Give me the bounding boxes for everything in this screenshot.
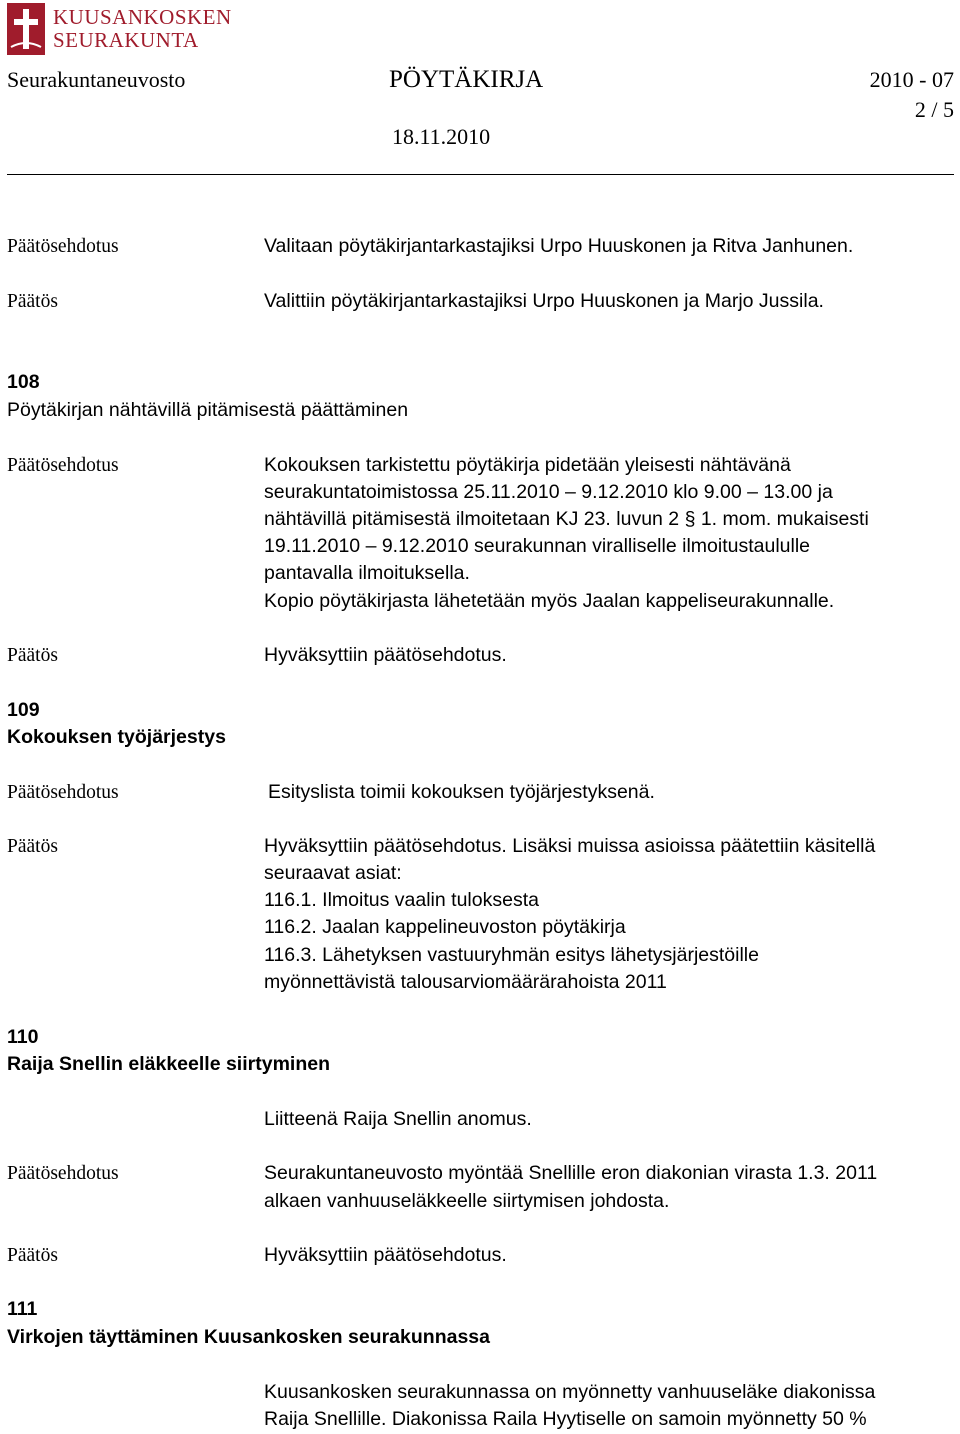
section-110-title: Raija Snellin eläkkeelle siirtyminen <box>7 1053 330 1075</box>
section-110-proposal-line: alkaen vanhuuseläkkeelle siirtymisen johdosta. <box>264 1190 670 1212</box>
section-109-decision-line: 116.2. Jaalan kappelineuvoston pöytäkirja <box>264 916 626 938</box>
section-108-decision-label: Päätös <box>7 645 58 666</box>
section-108-proposal-line: pantavalla ilmoituksella. <box>264 562 470 584</box>
header-divider <box>7 174 954 175</box>
section-110-attachment: Liitteenä Raija Snellin anomus. <box>264 1108 532 1130</box>
body-name: Seurakuntaneuvosto <box>7 67 186 92</box>
section-111-number: 111 <box>7 1298 38 1320</box>
decision-label: Päätös <box>7 291 58 312</box>
section-109-proposal-label: Päätösehdotus <box>7 782 119 803</box>
section-108-title: Pöytäkirjan nähtävillä pitämisestä päättäminen <box>7 399 409 421</box>
section-108-decision-text: Hyväksyttiin päätösehdotus. <box>264 644 507 666</box>
section-109-decision-line: myönnettävistä talousarviomäärärahoista 2011 <box>264 971 667 993</box>
section-110-decision-text: Hyväksyttiin päätösehdotus. <box>264 1244 507 1266</box>
section-110-number: 110 <box>7 1026 39 1048</box>
section-109-proposal-text: Esityslista toimii kokouksen työjärjestyksenä. <box>268 781 655 803</box>
section-108-proposal-line: nähtävillä pitämisestä ilmoitetaan KJ 23. luvun 2 § 1. mom. mukaisesti <box>264 508 869 530</box>
section-108-proposal-line: seurakuntatoimistossa 25.11.2010 – 9.12.2010 klo 9.00 – 13.00 ja <box>264 481 833 503</box>
proposal-label: Päätösehdotus <box>7 236 119 257</box>
section-111-line: Raija Snellille. Diakonissa Raila Hyytiselle on samoin myönnetty 50 % <box>264 1408 867 1430</box>
section-108-proposal-line: Kopio pöytäkirjasta lähetetään myös Jaalan kappeliseurakunnalle. <box>264 590 835 612</box>
section-111-title: Virkojen täyttäminen Kuusankosken seurakunnassa <box>7 1326 490 1348</box>
section-109-decision-label: Päätös <box>7 836 58 857</box>
proposal-text: Valitaan pöytäkirjantarkastajiksi Urpo Huuskonen ja Ritva Janhunen. <box>264 235 854 257</box>
section-109-decision-line: 116.1. Ilmoitus vaalin tuloksesta <box>264 889 539 911</box>
org-name-line1: KUUSANKOSKEN <box>53 5 232 29</box>
section-108-proposal-line: Kokouksen tarkistettu pöytäkirja pidetään yleisesti nähtävänä <box>264 454 791 476</box>
document-type: PÖYTÄKIRJA <box>389 66 544 93</box>
parish-logo <box>7 2 232 56</box>
section-109-decision-line: 116.3. Lähetyksen vastuuryhmän esitys lähetysjärjestöille <box>264 944 759 966</box>
section-109-number: 109 <box>7 699 40 721</box>
page-number: 2 / 5 <box>914 97 954 122</box>
section-108-proposal-line: 19.11.2010 – 9.12.2010 seurakunnan viralliselle ilmoitustaululle <box>264 535 810 557</box>
logo-text <box>53 6 232 52</box>
section-108-proposal-label: Päätösehdotus <box>7 455 119 476</box>
document-number: 2010 - 07 <box>869 67 954 92</box>
meeting-date: 18.11.2010 <box>392 124 491 149</box>
org-name-line2: SEURAKUNTA <box>53 28 199 52</box>
section-110-proposal-label: Päätösehdotus <box>7 1163 119 1184</box>
section-109-title: Kokouksen työjärjestys <box>7 726 226 748</box>
decision-text: Valittiin pöytäkirjantarkastajiksi Urpo Huuskonen ja Marjo Jussila. <box>264 290 824 312</box>
section-108-number: 108 <box>7 371 40 393</box>
section-110-proposal-line: Seurakuntaneuvosto myöntää Snellille eron diakonian virasta 1.3. 2011 <box>264 1162 878 1184</box>
cross-emblem-icon <box>7 3 45 55</box>
section-109-decision-line: Hyväksyttiin päätösehdotus. Lisäksi muissa asioissa päätettiin käsitellä <box>264 835 876 857</box>
section-109-decision-line: seuraavat asiat: <box>264 862 402 884</box>
section-111-line: Kuusankosken seurakunnassa on myönnetty vanhuuseläke diakonissa <box>264 1381 876 1403</box>
section-110-decision-label: Päätös <box>7 1245 58 1266</box>
